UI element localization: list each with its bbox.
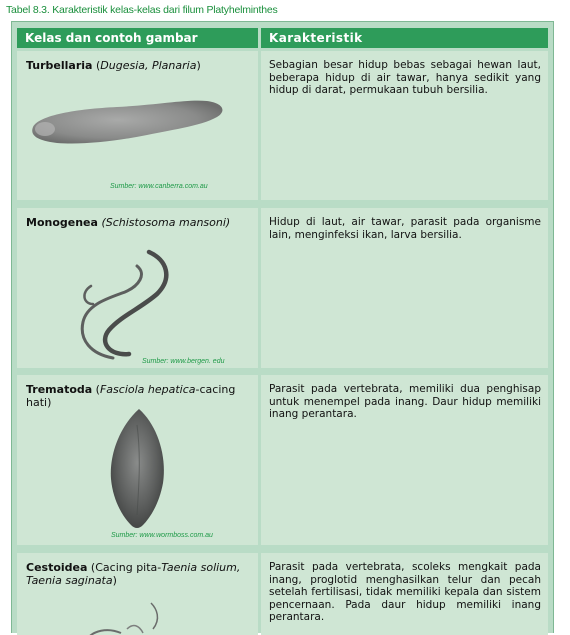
header-characteristics: Karakteristik <box>261 28 548 48</box>
header-class-example: Kelas dan contoh gambar <box>17 28 258 48</box>
class-example: Dugesia, Planaria <box>100 59 197 72</box>
class-title: Trematoda (Fasciola hepatica-cacing hati) <box>26 383 236 409</box>
planaria-image <box>17 51 258 200</box>
class-title: Turbellaria (Dugesia, Planaria) <box>26 59 201 72</box>
class-example: Fasciola hepatica <box>99 383 196 396</box>
table-row-trematoda-desc <box>261 375 548 545</box>
characteristics-text: Sebagian besar hidup bebas sebagai hewan laut, beberapa hidup di air tawar, hanya sedikit yang hidup di darat, permukaan tubuh bersilia. <box>269 59 541 97</box>
image-source: Sumber: www.bergen. edu <box>142 358 225 365</box>
class-name: Cestoidea <box>26 561 88 574</box>
table-row-turbellaria-class <box>17 51 258 200</box>
taenia-image <box>17 553 258 635</box>
schistosoma-image <box>17 208 258 368</box>
table-row-monogenea-desc <box>261 208 548 368</box>
fasciola-image <box>17 375 258 545</box>
characteristics-text: Hidup di laut, air tawar, parasit pada organisme lain, menginfeksi ikan, larva bersilia. <box>269 216 541 241</box>
class-example: (Schistosoma mansoni) <box>101 216 231 229</box>
table-caption: Tabel 8.3. Karakteristik kelas-kelas dari filum Platyhelminthes <box>6 4 278 16</box>
table-row-cestoidea-class <box>17 553 258 635</box>
class-name: Trematoda <box>26 383 93 396</box>
class-example: Taenia solium, Taenia saginata <box>26 561 241 587</box>
table-row-monogenea-class <box>17 208 258 368</box>
class-name: Turbellaria <box>26 59 93 72</box>
table-row-trematoda-class <box>17 375 258 545</box>
image-source: Sumber: www.canberra.com.au <box>110 183 208 190</box>
characteristics-text: Parasit pada vertebrata, memiliki dua penghisap untuk menempel pada inang. Daur hidup memiliki inang perantara. <box>269 383 541 421</box>
table-row-turbellaria-desc <box>261 51 548 200</box>
class-name: Monogenea <box>26 216 98 229</box>
image-source: Sumber: www.wormboss.com.au <box>111 532 213 539</box>
characteristics-text: Parasit pada vertebrata, scoleks mengkait pada inang, proglotid menghasilkan telur dan pecah setelah fertilisasi, tidak memiliki kepala dan sistem pencernaan. Pada daur hidup memiliki inang perantara. <box>269 561 541 624</box>
table-row-cestoidea-desc <box>261 553 548 635</box>
class-title: Cestoidea (Cacing pita-Taenia solium, Taenia saginata) <box>26 561 241 587</box>
